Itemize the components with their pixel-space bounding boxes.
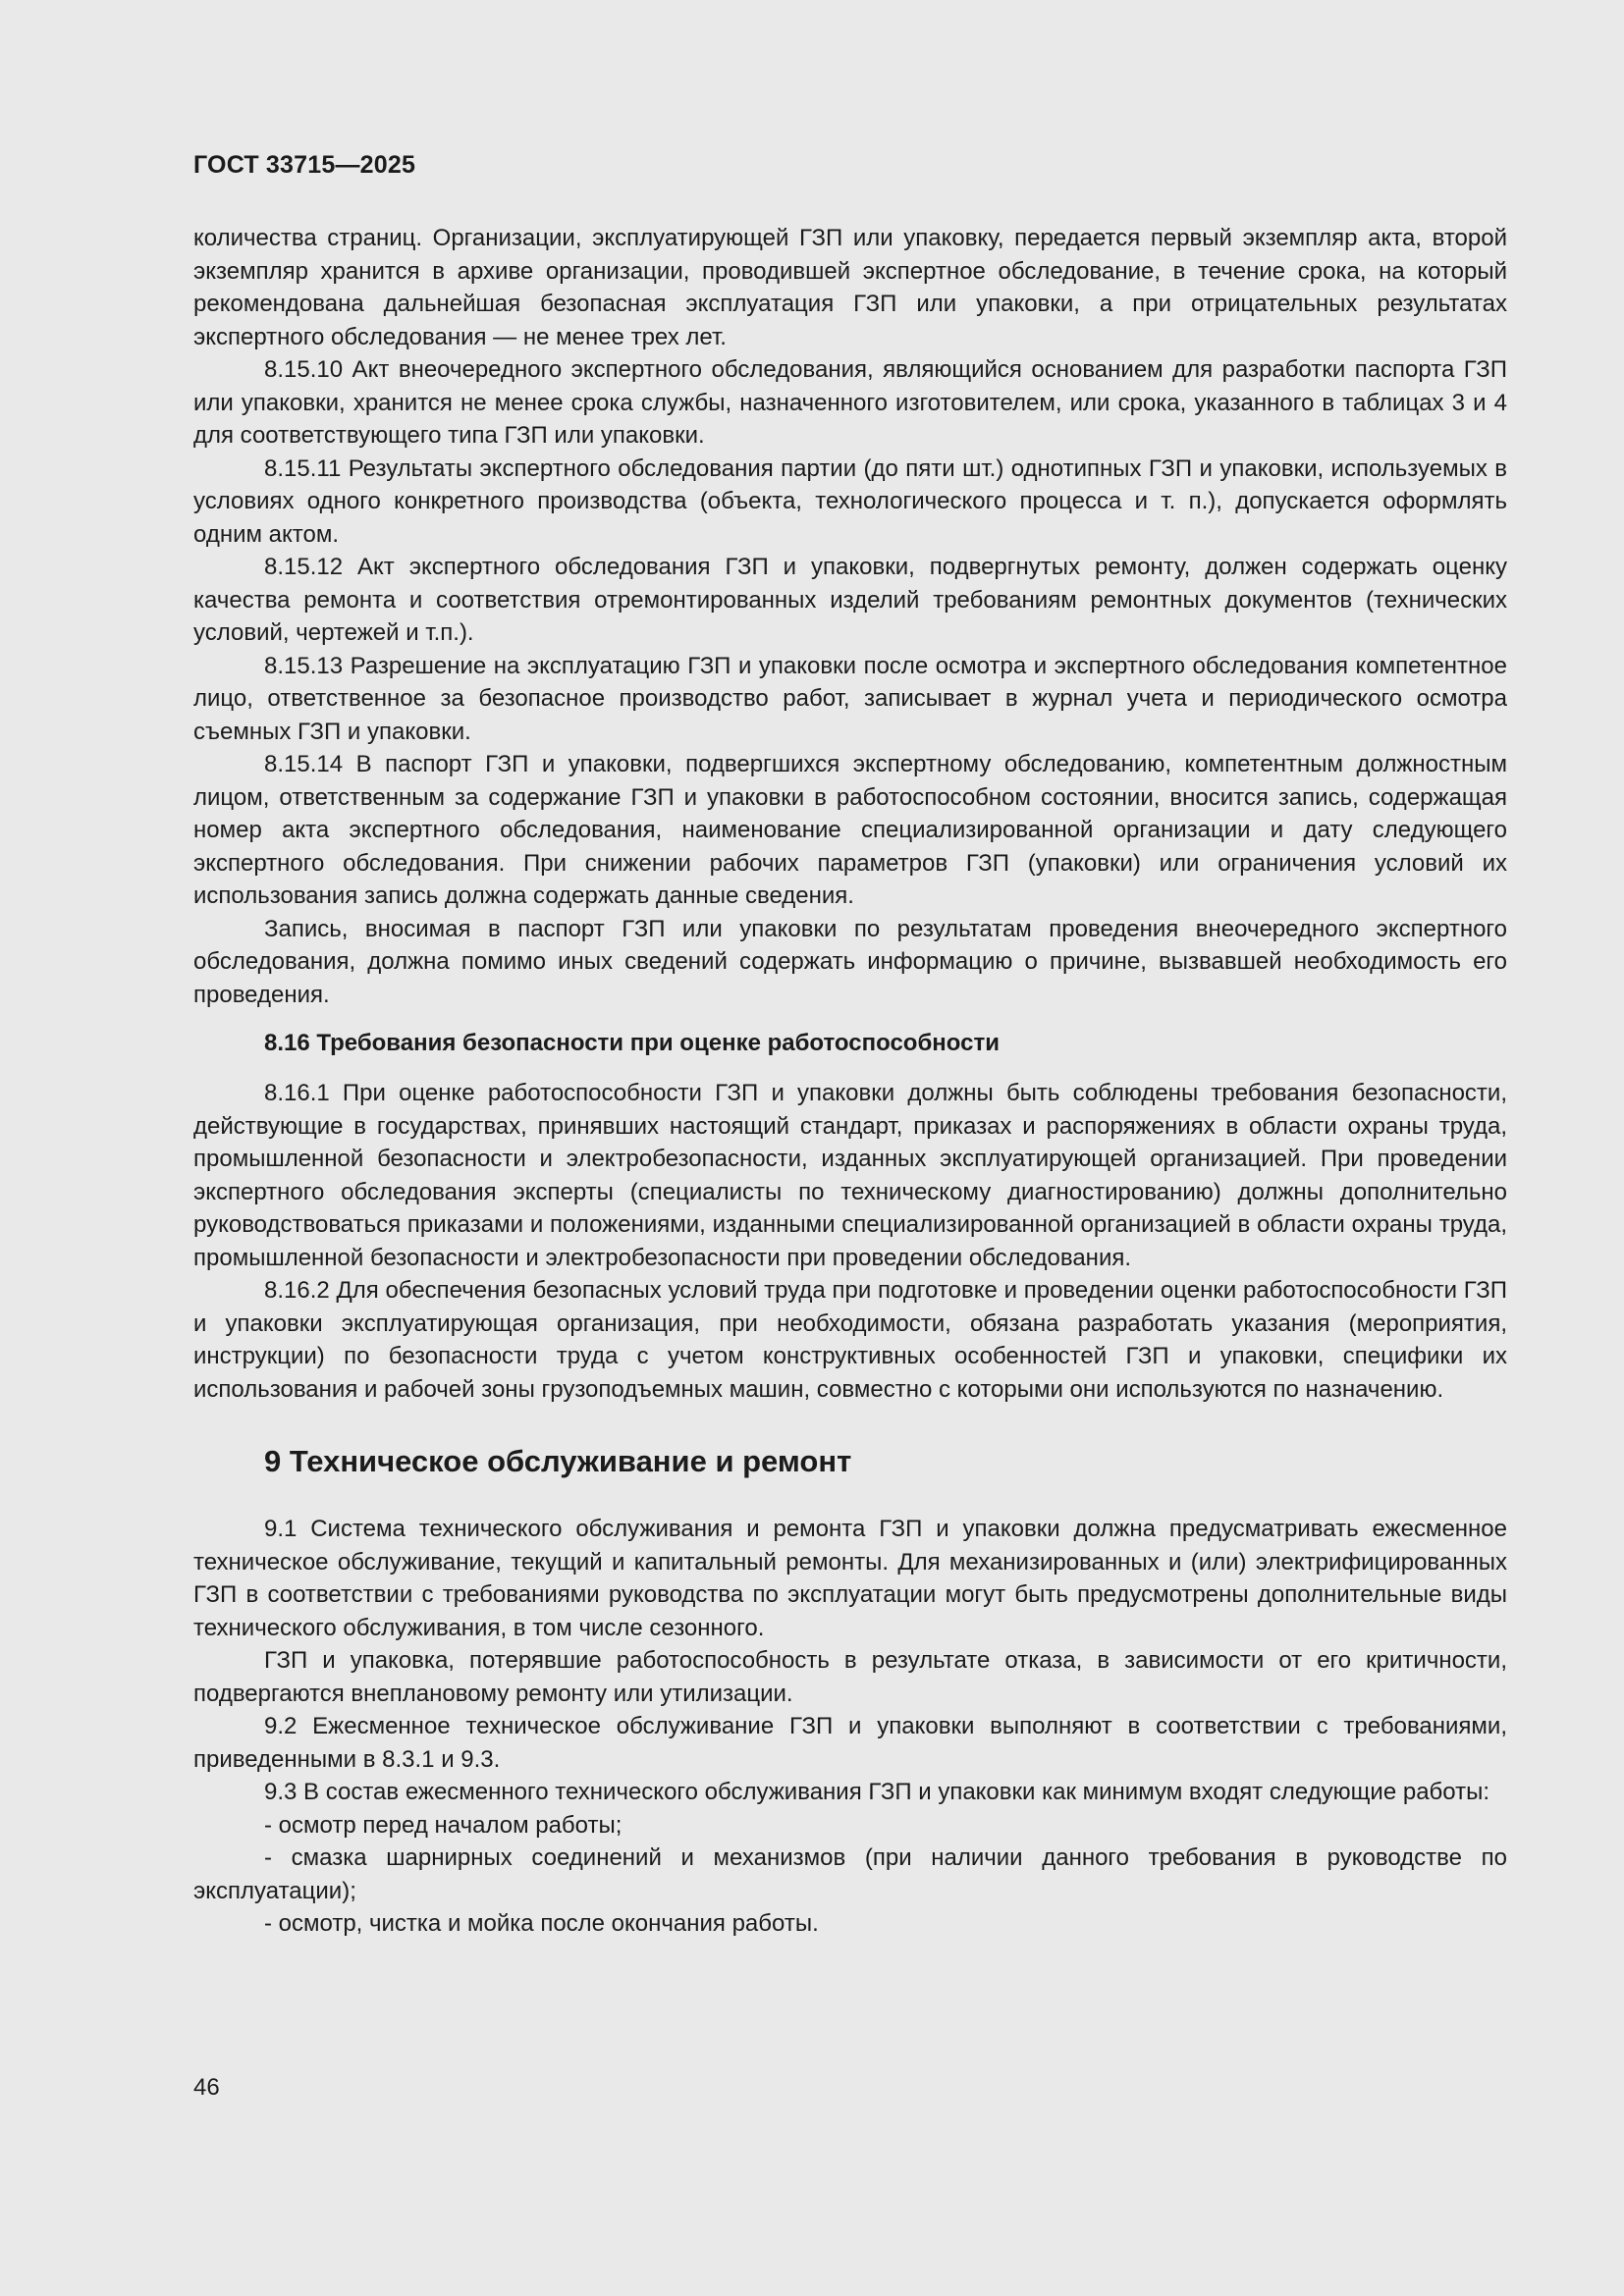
paragraph-9-2: 9.2 Ежесменное техническое обслуживание ГЗП и упаковки выполняют в соответствии с требованиями, приведенными в 8.3.1 и 9.3. [193, 1713, 1507, 1773]
list-item: - осмотр перед началом работы; [264, 1811, 623, 1839]
paragraph-8-15-12: 8.15.12 Акт экспертного обследования ГЗП и упаковки, подвергнутых ремонту, должен содержать оценку качества ремонта и соответствия отремонтированных изделий требованиям ремонтных документов (технических условий, чертежей и т.п.). [193, 554, 1507, 646]
page-body [193, 222, 1507, 1941]
page-number: 46 [193, 2074, 220, 2101]
paragraph-9-1-failure: ГЗП и упаковка, потерявшие работоспособность в результате отказа, в зависимости от его критичности, подвергаются внеплановому ремонту или утилизации. [193, 1647, 1507, 1707]
paragraph-8-16-1: 8.16.1 При оценке работоспособности ГЗП и упаковки должны быть соблюдены требования безопасности, действующие в государствах, принявших настоящий стандарт, приказах и распоряжениях в области охраны труда, промышленной безопасности и электробезопасности, изданных эксплуатирующей организацией. При проведении экспертного обследования эксперты (специалисты по техническому диагностированию) должны дополнительно руководствоваться приказами и положениями, изданными специализированной организацией в области охраны труда, промышленной безопасности и электробезопасности при проведении обследования. [193, 1080, 1507, 1271]
list-item: - осмотр, чистка и мойка после окончания работы. [264, 1910, 819, 1937]
paragraph-8-16-2: 8.16.2 Для обеспечения безопасных условий труда при подготовке и проведении оценки работоспособности ГЗП и упаковки эксплуатирующая организация, при необходимости, обязана разработать указания (мероприятия, инструкции) по безопасности труда с учетом конструктивных особенностей ГЗП и упаковки, специфики их использования и рабочей зоны грузоподъемных машин, совместно с которыми они используются по назначению. [193, 1277, 1507, 1403]
paragraph-8-15-14: 8.15.14 В паспорт ГЗП и упаковки, подвергшихся экспертному обследованию, компетентным должностным лицом, ответственным за содержание ГЗП и упаковки в работоспособном состоянии, вносится запись, содержащая номер акта экспертного обследования, наименование специализированной организации и дату следующего экспертного обследования. При снижении рабочих параметров ГЗП (упаковки) или ограничения условий их использования запись должна содержать данные сведения. [193, 751, 1507, 909]
standard-designation: ГОСТ 33715—2025 [193, 151, 416, 179]
paragraph-continuation: количества страниц. Организации, эксплуатирующей ГЗП или упаковку, передается первый экземпляр акта, второй экземпляр хранится в архиве организации, проводившей экспертное обследование, в течение срока, на который рекомендована дальнейшая безопасная эксплуатация ГЗП или упаковки, а при отрицательных результатах экспертного обследования — не менее трех лет. [193, 225, 1507, 350]
paragraph-record-note: Запись, вносимая в паспорт ГЗП или упаковки по результатам проведения внеочередного экспертного обследования, должна помимо иных сведений содержать информацию о причине, вызвавшей необходимость его проведения. [193, 915, 1507, 1008]
list-item: - смазка шарнирных соединений и механизмов (при наличии данного требования в руководстве по эксплуатации); [193, 1844, 1507, 1904]
paragraph-8-15-10: 8.15.10 Акт внеочередного экспертного обследования, являющийся основанием для разработки паспорта ГЗП или упаковки, хранится не менее срока службы, назначенного изготовителем, или срока, указанного в таблицах 3 и 4 для соответствующего типа ГЗП или упаковки. [193, 356, 1507, 449]
paragraph-9-1: 9.1 Система технического обслуживания и ремонта ГЗП и упаковки должна предусматривать ежесменное техническое обслуживание, текущий и капитальный ремонты. Для механизированных и (или) электрифицированных ГЗП в соответствии с требованиями руководства по эксплуатации могут быть предусмотрены дополнительные виды технического обслуживания, в том числе сезонного. [193, 1516, 1507, 1641]
paragraph-8-15-11: 8.15.11 Результаты экспертного обследования партии (до пяти шт.) однотипных ГЗП и упаковки, используемых в условиях одного конкретного производства (объекта, технологического процесса и т. п.), допускается оформлять одним актом. [193, 454, 1507, 548]
section-heading-9: 9 Техническое обслуживание и ремонт [264, 1444, 852, 1478]
section-heading-8-16: 8.16 Требования безопасности при оценке работоспособности [264, 1030, 1000, 1056]
paragraph-8-15-13: 8.15.13 Разрешение на эксплуатацию ГЗП и упаковки после осмотра и экспертного обследования компетентное лицо, ответственное за безопасное производство работ, записывает в журнал учета и периодического осмотра съемных ГЗП и упаковки. [193, 652, 1507, 745]
paragraph-9-3: 9.3 В состав ежесменного технического обслуживания ГЗП и упаковки как минимум входят следующие работы: [264, 1779, 1490, 1805]
